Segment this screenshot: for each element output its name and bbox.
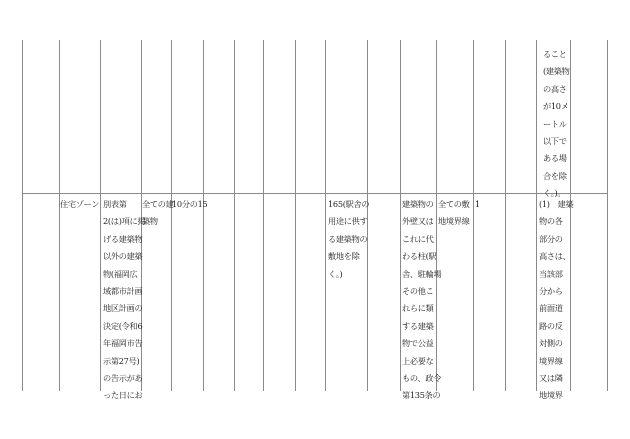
site-boundary: 全ての敷 地境界線 <box>438 199 470 227</box>
column-divider <box>203 40 204 391</box>
column-divider <box>536 40 537 391</box>
column-divider <box>505 40 506 391</box>
height-exception-continuation: ること (建築物 の高さ が10メ ートル 以下で ある場 合を除 く。)。 <box>543 49 570 199</box>
height-rule: (1) 建築 物の各 部分の 高さは、 当該部 分から 前面道 路の反 対側の 境界線 又は隣 地境界 <box>539 199 574 401</box>
column-divider <box>607 40 608 391</box>
building-use-condition: 別表第 2(は)項に掲 げる建築物 以外の建築 物(福岡広 域都市計画 地区計画の 決定(令和6 年福岡市告 示第27号) の告示があ った日にお <box>103 199 146 401</box>
station-exclusion: 165(駅舎の 用途に供す る建築物の 敷地を除 く。) <box>328 199 370 279</box>
zone-name: 住宅ゾーン <box>60 199 100 209</box>
wall-setback-rule: 建築物の 外壁又は これに代 わる柱(駅 舎、駐輪場 その他こ れらに類 する建築 物で公益 上必要な もの、政令 第135条の <box>402 199 442 401</box>
column-divider <box>100 40 101 391</box>
column-divider <box>22 40 23 391</box>
column-divider <box>473 40 474 391</box>
row-divider <box>22 193 608 194</box>
column-divider <box>295 40 296 391</box>
column-divider <box>263 40 264 391</box>
column-divider <box>325 40 326 391</box>
column-divider <box>59 40 60 391</box>
setback-distance: 1 <box>475 199 480 209</box>
applicable-buildings: 全ての建 築物 <box>142 199 174 227</box>
column-divider <box>234 40 235 391</box>
floor-area-ratio: 10分の15 <box>172 199 208 209</box>
column-divider <box>400 40 401 391</box>
